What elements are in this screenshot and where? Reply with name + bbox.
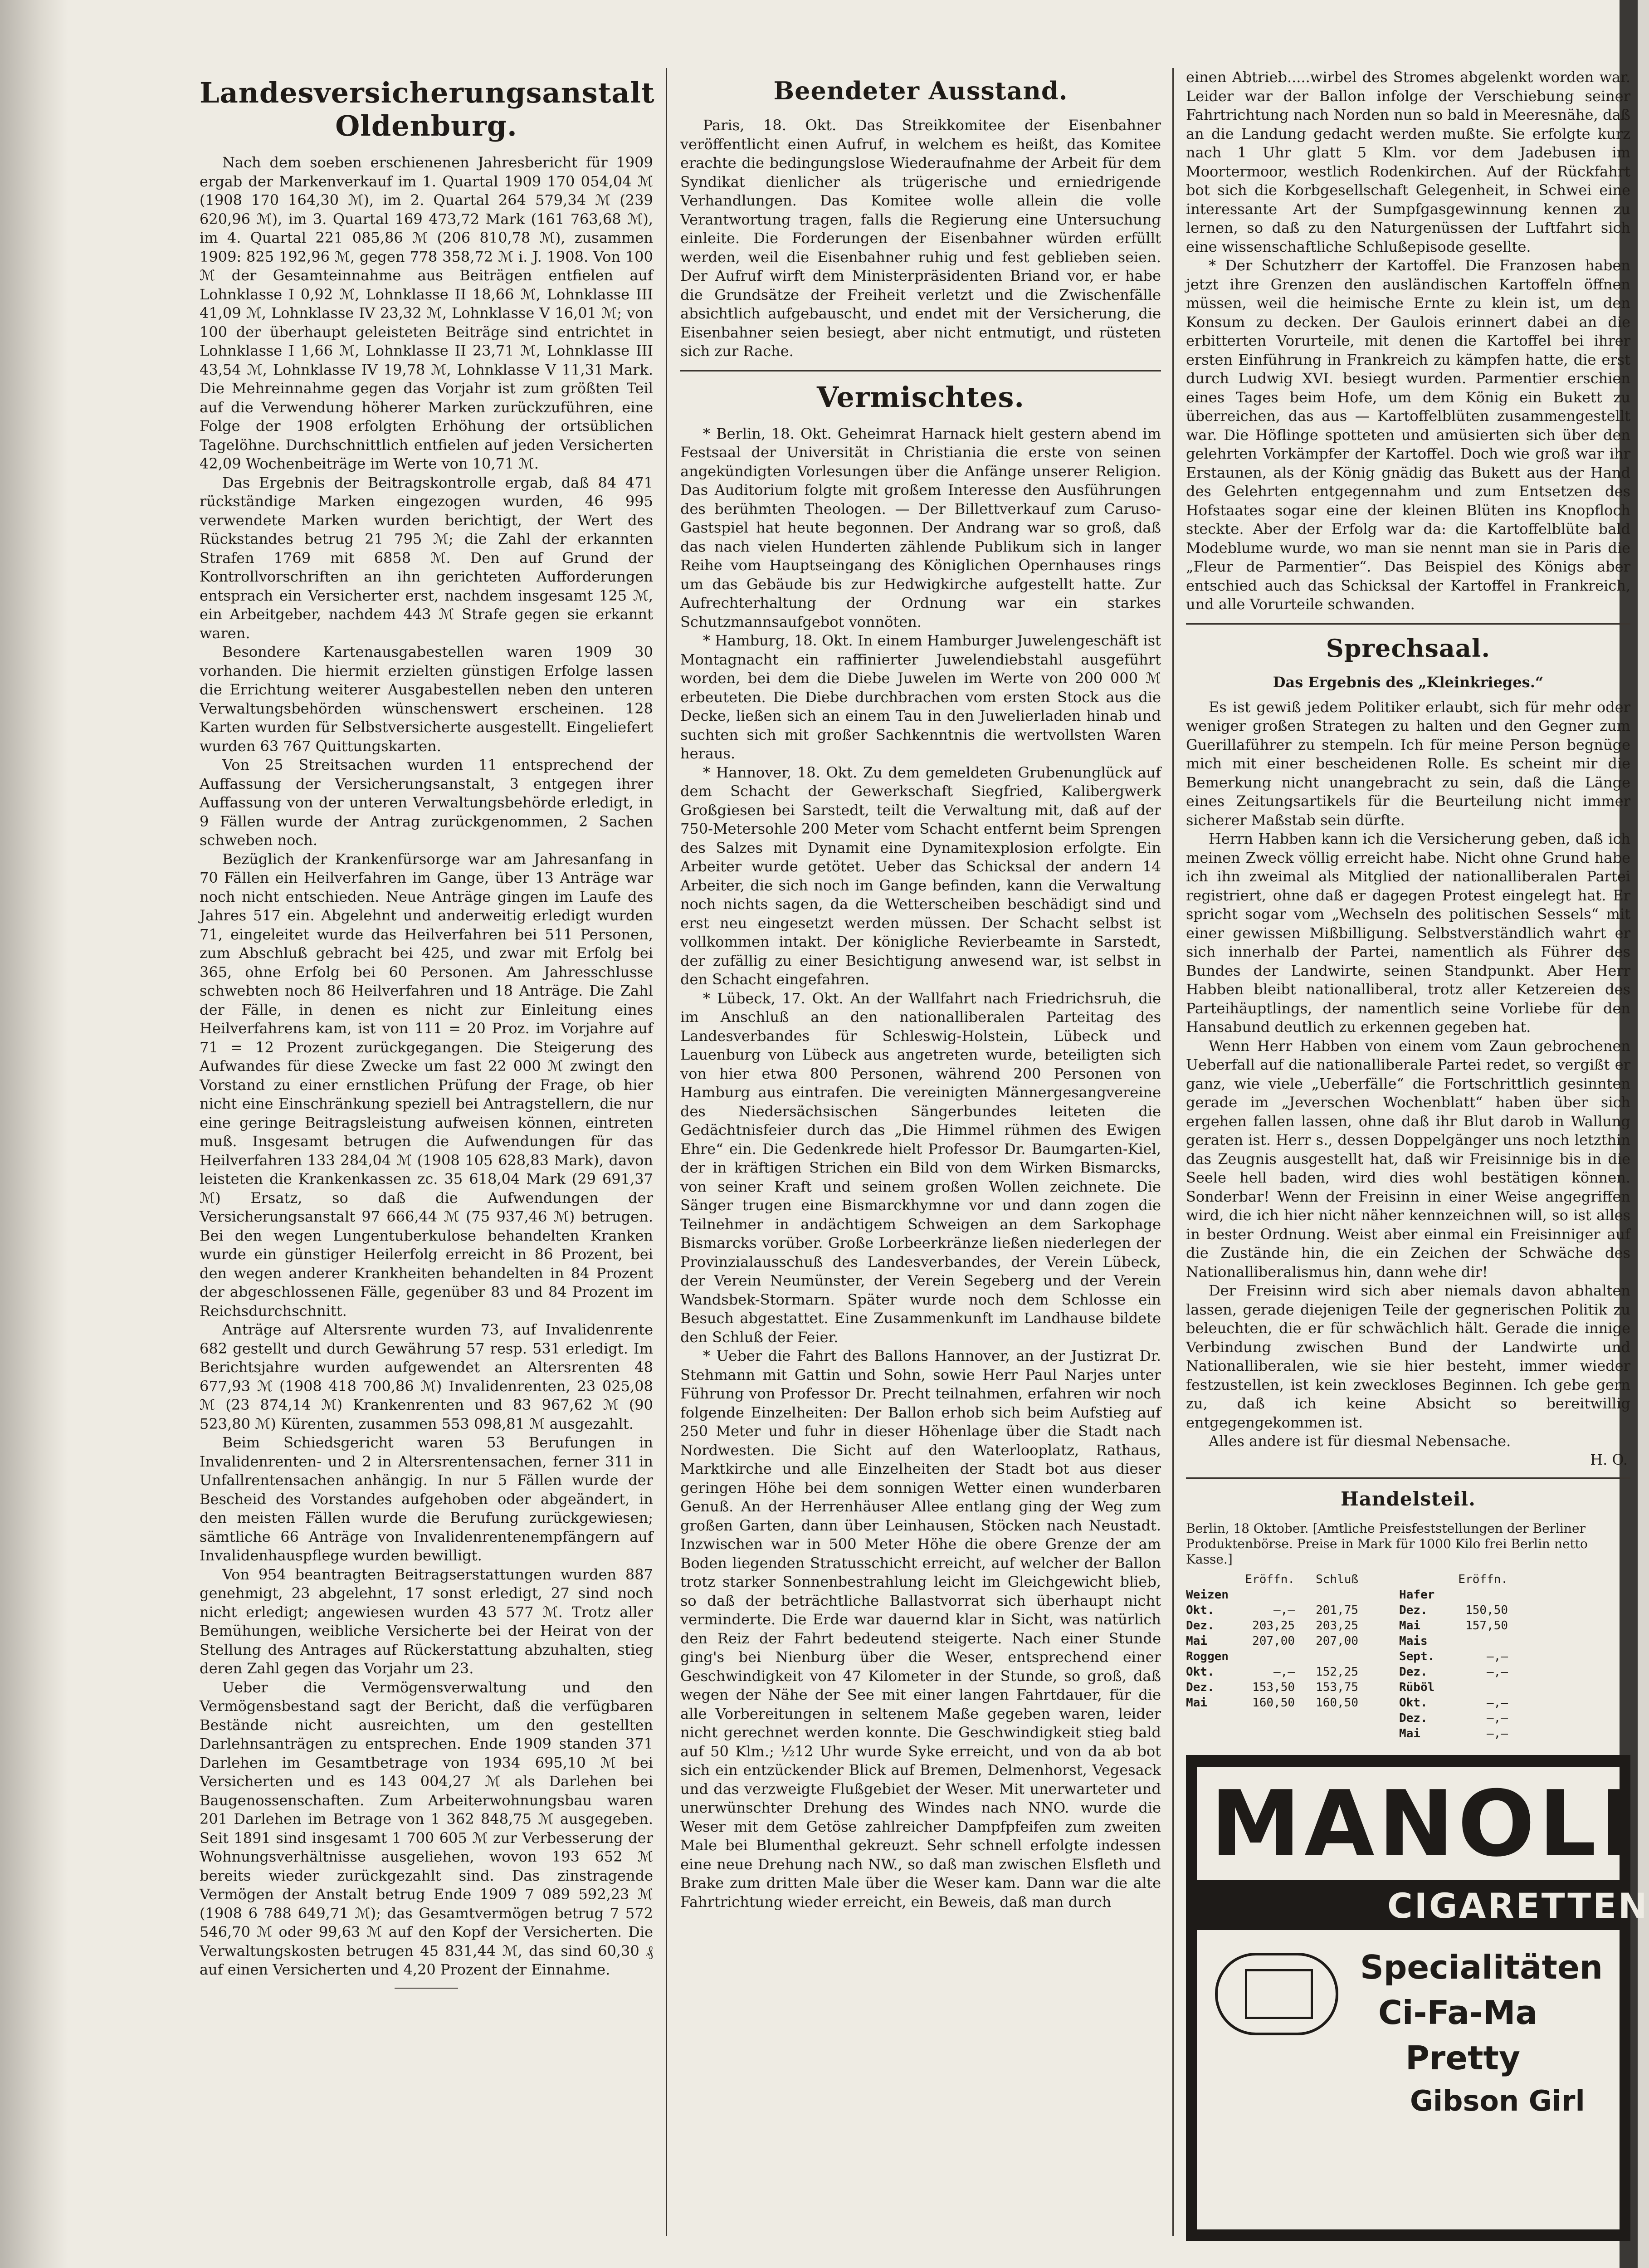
- news-item: * Ueber die Fahrt des Ballons Hannover, an der Justizrat Dr. Stehmann mit Gattin und Sohn, sowie Herr Paul Narjes unter Führung von Professor Dr. Precht teilnahmen, erfahren wir noch folgende Einzelheiten: Der Ballon erhob sich beim Aufstieg auf 250 Meter und fuhr in dieser Höhenlage über die Stadt nach Nordwesten. Die Sicht auf den Waterlooplatz, Rathaus, Marktkirche und alle Einzelheiten der Stadt bot aus dieser geringen Höhe bei dem sonnigen Wetter einen wunderbaren Genuß. An der Herrenhäuser Allee entlang ging der Weg zum großen Garten, dann über Leinhausen, Stöcken nach Neustadt. Inzwischen war in 500 Meter Höhe die obere Grenze der am Boden liegenden Stratusschicht erreicht, auf welcher der Ballon trotz starker Sonnenbestrahlung leicht im Gleichgewicht blieb, so daß der beträchtliche Ballastvorrat sich überhaupt nicht verminderte. Die Erde war dauernd klar in Sicht, was natürlich den Reiz der Fahrt bedeutend steigerte. Nach einer Stunde ging's bei Nienburg über die Weser, entsprechend einer Geschwindigkeit von 47 Kilometer in der Stunde, so groß, daß wegen der Nähe der See mit einer langen Fahrtdauer, für die alle Vorbereitungen in seltenem Maße gegeben waren, leider nicht gerechnet werden konnte. Die Geschwindigkeit stieg bald auf 50 Klm.; ½12 Uhr wurde Syke erreicht, und von da ab bot sich ein entzückender Blick auf Bremen, Delmenhorst, Vegesack und das verzweigte Flußgebiet der Weser. Mit unerwarteter und unerwünschter Drehung des Windes nach NNO. wurde die Weser mit dem Getöse zahlreicher Dampfpfeifen zum zweiten Male bei Blumenthal gekreuzt. Sehr schnell erfolgte indessen eine neue Drehung nach NW., so daß man zwischen Elsfleth und Brake zum dritten Male über die Weser kam. Dann war die alte Fahrtrichtung wieder erreicht, ein Beweis, daß man durch: [680, 1347, 1161, 1911]
- market-row: [1399, 1587, 1612, 1603]
- market-close: 152,25: [1316, 1665, 1358, 1679]
- ad-panel: [1197, 1767, 1649, 2229]
- market-close: [1295, 1649, 1358, 1664]
- market-open: —,—: [1487, 1726, 1508, 1740]
- paragraph: Ueber die Vermögensverwaltung und den Vermögensbestand sagt der Bericht, daß die verfügbaren Bestände nicht ausreichten, um den gestellten Darlehnsanträgen zu entsprechen. Ende 1909 standen 371 Darlehen im Gesamtbetrage von 1934 695,10 ℳ bei Versicherten und es 143 004,27 ℳ als Darlehen bei Baugenossenschaften. Zum Arbeiterwohnungsbau waren 201 Darlehen im Betrage von 1 362 848,75 ℳ ausgegeben. Seit 1891 sind insgesamt 1 700 605 ℳ zur Verbesserung der Wohnungsverhältnisse ausgeliehen, wovon 193 652 ℳ bereits wieder zurückgezahlt sind. Das zinstragende Vermögen der Anstalt betrug Ende 1909 7 089 592,23 ℳ (1908 6 788 649,71 ℳ); das Gesamtvermögen betrug 7 572 546,70 ℳ oder 99,63 ℳ auf den Kopf der Versicherten. Die Verwaltungskosten betrugen 45 831,44 ℳ, das sind 60,30 ₰ auf einen Versicherten und 4,20 Prozent der Einnahme.: [200, 1678, 653, 1978]
- section-title-misc: Vermischtes.: [817, 380, 1025, 414]
- market-close: 207,00: [1316, 1634, 1358, 1648]
- market-row: [1399, 1664, 1612, 1680]
- market-row: [1399, 1680, 1612, 1695]
- market-label: Dez.: [1186, 1618, 1215, 1633]
- ad-logo-box: [1245, 1969, 1313, 2019]
- market-row: [1186, 1618, 1399, 1633]
- market-label: Mai: [1186, 1634, 1207, 1648]
- section-rule: [1186, 623, 1630, 625]
- market-label: Weizen: [1186, 1588, 1229, 1602]
- market-open: 157,50: [1465, 1618, 1508, 1633]
- market-close: 153,75: [1316, 1680, 1358, 1694]
- market-row: [1186, 1587, 1399, 1603]
- market-open: [1454, 1680, 1508, 1695]
- market-open: —,—: [1487, 1649, 1508, 1663]
- paragraph: Besondere Kartenausgabestellen waren 1909 30 vorhanden. Die hiermit erzielten günstigen Erfolge lassen die Errichtung weiterer Ausgabestellen neben den unteren Verwaltungsbehörden wünschenswert erscheinen. 128 Karten wurden für Selbstversicherte ausgestellt. Eingeliefert wurden 63 767 Quittungskarten.: [200, 643, 653, 755]
- news-item: * Hamburg, 18. Okt. In einem Hamburger Juwelengeschäft ist Montagnacht ein raffinierter Juwelendiebstahl ausgeführt worden, bei dem die Diebe Juwelen im Werte von 200 000 ℳ erbeuteten. Die Diebe durchbrachen vom ersten Stock aus die Decke, ließen sich an einem Tau in den Juwelierladen hinab und suchten sich mit großer Sachkenntnis die wertvollsten Waren heraus.: [680, 632, 1161, 762]
- paragraph: Das Ergebnis der Beitragskontrolle ergab, daß 84 471 rückständige Marken eingezogen wurden, 46 995 verwendete Marken wurden berichtigt, der Wert des Rückstandes betrug 21 795 ℳ; die Zahl der erkannten Strafen 1769 mit 6858 ℳ. Den auf Grund der Kontrollvorschriften an ihn gerichteten Aufforderungen entsprach ein Versicherter erst, nachdem insgesamt 125 ℳ, ein Arbeitgeber, nachdem 443 ℳ Strafe gegen sie erkannt waren.: [200, 474, 653, 642]
- ad-line-4: Gibson Girl: [1410, 2084, 1585, 2117]
- market-row: [1186, 1680, 1399, 1695]
- market-table-right: [1399, 1572, 1612, 1741]
- paragraph: Anträge auf Altersrente wurden 73, auf Invalidenrente 682 gestellt und durch Gewährung 57 resp. 531 erledigt. Im Berichtsjahre wurden aufgewendet an Altersrenten 48 677,93 ℳ (1908 418 700,86 ℳ) Invalidenrenten, 23 025,08 ℳ (23 874,14 ℳ) Krankenrenten und 83 967,62 ℳ (90 523,80 ℳ) Kürenten, zusammen 553 098,81 ℳ ausgezahlt.: [200, 1321, 653, 1432]
- column-3: [1186, 68, 1649, 2241]
- sprechsaal-subtitle: Das Ergebnis des „Kleinkrieges.“: [1273, 673, 1544, 691]
- market-label: Sept.: [1399, 1649, 1435, 1663]
- potato-article: * Der Schutzherr der Kartoffel. Die Franzosen haben jetzt ihre Grenzen den ausländischen Kartoffeln öffnen müssen, weil die heimische Ernte zu klein ist, um den Konsum zu decken. Der Gaulois erinnert dabei an die erbitterten Vorurteile, mit denen die Kartoffel bei ihrer ersten Einführung in Frankreich zu kämpfen hatte, die erst durch Ludwig XVI. besiegt wurden. Parmentier erschien eines Tages beim Hofe, um dem König ein Bukett zu überreichen, das aus — Kartoffelblüten zusammengestellt war. Die Höflinge spotteten und amüsierten sich über den gelehrten Vorkämpfer der Kartoffel. Doch wie groß war ihr Erstaunen, als der König gnädig das Bukett aus der Hand des Gelehrten entgegennahm und zum Entsetzen des Hofstaates sogar eine der kleinen Blüten ins Knopfloch steckte. Aber der Erfolg war da: die Kartoffelblüte bald Modeblume wurde, wo man sie nennt man sie in Paris die „Fleur de Parmentier“. Das Beispiel des Königs aber entschied auch das Schicksal der Kartoffel in Frankreich, und alle Vorurteile schwanden.: [1186, 257, 1630, 613]
- column-1: [200, 68, 653, 1997]
- market-open: —,—: [1273, 1603, 1295, 1617]
- market-label: Dez.: [1186, 1680, 1215, 1694]
- news-item: * Lübeck, 17. Okt. An der Wallfahrt nach Friedrichsruh, die im Anschluß an den nationalliberalen Parteitag des Landesverbandes für Schleswig-Holstein, Lübeck und Lauenburg von Lübeck aus angetreten wurde, beteiligten sich von hier etwa 800 Personen, während 200 Personen von Hamburg aus eintrafen. Die vereinigten Männergesangvereine des Niedersächsischen Sängerbundes leiteten die Gedächtnisfeier durch das „Die Himmel rühmen des Ewigen Ehre“ ein. Die Gedenkrede hielt Professor Dr. Baumgarten-Kiel, der in kräftigen Strichen ein Bild von dem Wirken Bismarcks, von seiner Kraft und seinem großen Wollen zeichnete. Die Sänger trugen eine Bismarckhymne vor und dann zogen die Teilnehmer in andächtigem Schweigen an dem Sarkophage Bismarcks vorüber. Große Lorbeerkränze ließen niederlegen der Provinzialausschuß des Landesverbandes, der Verein Lübeck, der Verein Neumünster, der Verein Segeberg und der Verein Wandsbek-Stormarn. Später wurde noch dem Schlosse ein Besuch abgestattet. Eine Zusammenkunft im Landhause bildete den Schluß der Feier.: [680, 989, 1161, 1346]
- advertisement-manoli: [1186, 1755, 1649, 2241]
- ad-line-1: Specialitäten: [1360, 1948, 1603, 1986]
- market-open: 203,25: [1252, 1618, 1295, 1633]
- market-label: Okt.: [1186, 1603, 1215, 1617]
- market-close: 201,75: [1316, 1603, 1358, 1617]
- market-label: Dez.: [1399, 1603, 1428, 1617]
- paragraph: Bezüglich der Krankenfürsorge war am Jahresanfang in 70 Fällen ein Heilverfahren im Gange, über 13 Anträge war noch nicht entschieden. Neue Anträge gingen im Laufe des Jahres 517 ein. Abgelehnt und anderweitig erledigt wurden 71, eingeleitet wurde das Heilverfahren bei 511 Personen, zum Abschluß gebracht bei 425, und zwar mit Erfolg bei 365, ohne Erfolg bei 60 Personen. Am Jahresschlusse schwebten noch 86 Heilverfahren und 18 Anträge. Die Zahl der Fälle, in denen es nicht zur Einleitung eines Heilverfahrens kam, ist von 111 = 20 Proz. im Vorjahre auf 71 = 12 Prozent zurückgegangen. Die Steigerung des Aufwandes für diese Zwecke um fast 22 000 ℳ zwingt den Vorstand zu einer ernstlichen Prüfung der Frage, ob hier nicht eine Einschränkung speziell bei Antragstellern, die nur eine geringe Beitragsleistung aufweisen können, eintreten muß. Insgesamt betrugen die Aufwendungen für das Heilverfahren 133 284,04 ℳ (1908 105 628,83 Mark), davon leisteten die Krankenkassen zc. 35 618,04 Mark (29 691,37 ℳ) Ersatz, so daß die Aufwendungen der Versicherungsanstalt 97 666,44 ℳ (75 937,46 ℳ) betrugen. Bei den wegen Lungentuberkulose behandelten Kranken wurde ein günstiger Heilerfolg erreicht in 86 Prozent, bei den wegen anderer Krankheiten behandelten in 84 Prozent der abgeschlossenen Fälle, gegenüber 83 und 84 Prozent im Reichsdurchschnitt.: [200, 850, 653, 1320]
- market-row: [1186, 1695, 1399, 1711]
- market-label: Rüböl: [1399, 1680, 1435, 1694]
- market-open: [1454, 1587, 1508, 1603]
- paragraph: Von 954 beantragten Beitragserstattungen wurden 887 genehmigt, 23 abgelehnt, 17 sonst erledigt, 27 sind noch nicht erledigt; angewiesen wurden 43 577 ℳ. Trotz aller Bemühungen, weibliche Versicherte bei der Heirat von der Stellung des Antrages auf Rückerstattung abzuhalten, stieg deren Zahl gegen das Vorjahr um 23.: [200, 1565, 653, 1677]
- market-open: 160,50: [1252, 1696, 1295, 1710]
- market-label: Mai: [1186, 1696, 1207, 1710]
- section-title-sprechsaal: Sprechsaal.: [1326, 633, 1491, 663]
- article-body-oldenburg: [200, 153, 653, 1980]
- paragraph: Alles andere ist für diesmal Nebensache.: [1209, 1432, 1511, 1450]
- sprechsaal-signature: H. O.: [1590, 1451, 1628, 1468]
- market-label: Dez.: [1399, 1665, 1428, 1679]
- section-title-handel: Handelsteil.: [1341, 1487, 1476, 1510]
- paragraph: Der Freisinn wird sich aber niemals davon abhalten lassen, gerade diejenigen Teile der gegnerischen Politik zu beleuchten, die er für schwächlich hält. Gerade die innige Verbindung zwischen Bund der Landwirte und Nationalliberalen, wie sie hier besteht, immer wieder festzustellen, ist kein zweckloses Beginnen. Ich gebe gern zu, daß ich keine Absicht so bereitwillig entgegengekommen ist.: [1186, 1282, 1630, 1431]
- market-col-headers: [1399, 1572, 1612, 1587]
- article-title-strike: Beendeter Ausstand.: [773, 76, 1068, 105]
- market-label: Mais: [1399, 1634, 1428, 1648]
- market-open: —,—: [1487, 1665, 1508, 1679]
- market-row: [1399, 1618, 1612, 1633]
- market-label: Okt.: [1186, 1665, 1215, 1679]
- news-item: * Hannover, 18. Okt. Zu dem gemeldeten Grubenunglück auf dem Schacht der Gewerkschaft Siegfried, Kalibergwerk Großgiesen bei Sarstedt, teilt die Verwaltung mit, daß auf der 750-Metersohle 200 Meter vom Schacht entfernt beim Sprengen des Salzes mit Dynamit eine Dynamitexplosion erfolgte. Ein Arbeiter wurde getötet. Ueber das Schicksal der andern 14 Arbeiter, die sich noch im Gange befinden, kann die Verwaltung noch nichts sagen, da die Wetterscheiben beschädigt sind und erst neu eingesetzt werden müssen. Der Schacht selbst ist vollkommen intakt. Der königliche Revierbeamte in Sarstedt, der zufällig zu einer Besichtigung anwesend war, ist selbst in den Schacht eingefahren.: [680, 763, 1161, 988]
- ad-logo-icon: [1215, 1953, 1338, 2035]
- paragraph: Nach dem soeben erschienenen Jahresbericht für 1909 ergab der Markenverkauf im 1. Quartal 1909 170 054,04 ℳ (1908 170 164,30 ℳ), im 2. Quartal 264 579,34 ℳ (239 620,96 ℳ), im 3. Quartal 169 473,72 Mark (161 763,68 ℳ), im 4. Quartal 221 085,86 ℳ (206 810,78 ℳ), zusammen 1909: 825 192,96 ℳ, gegen 778 358,72 ℳ i. J. 1908. Von 100 ℳ der Gesamteinnahme aus Beiträgen entfielen auf Lohnklasse I 0,92 ℳ, Lohnklasse II 18,66 ℳ, Lohnklasse III 41,09 ℳ, Lohnklasse IV 23,32 ℳ, Lohnklasse V 16,01 ℳ; von 100 der überhaupt geleisteten Beiträge sind entrichtet in Lohnklasse I 1,66 ℳ, Lohnklasse II 23,71 ℳ, Lohnklasse III 43,54 ℳ, Lohnklasse IV 19,78 ℳ, Lohnklasse V 11,31 Mark. Die Mehreinnahme gegen das Vorjahr ist zum größten Teil auf die Verwendung höherer Marken zurückzuführen, eine Folge der 1908 erfolgten Erhöhung der ortsüblichen Tagelöhne. Durchschnittlich entfielen auf jeden Versicherten 42,09 Wochenbeiträge im Werte von 10,71 ℳ.: [200, 154, 653, 472]
- article-body-strike: [680, 116, 1161, 361]
- market-close: 160,50: [1316, 1696, 1358, 1710]
- market-row: [1399, 1633, 1612, 1649]
- col-close-label: Schluß: [1316, 1572, 1358, 1586]
- section-rule: [1186, 1477, 1630, 1479]
- market-open: —,—: [1487, 1711, 1508, 1725]
- market-open: 153,50: [1252, 1680, 1295, 1694]
- ad-product: CIGARETTEN: [1387, 1885, 1649, 1926]
- market-col-headers: [1186, 1572, 1399, 1587]
- market-label: Hafer: [1399, 1588, 1435, 1602]
- ad-line-2: Ci-Fa-Ma: [1378, 1993, 1538, 2032]
- market-open: [1454, 1633, 1508, 1649]
- market-label: Okt.: [1399, 1696, 1428, 1710]
- section-rule: [680, 370, 1161, 371]
- section-body-misc: [680, 425, 1161, 1912]
- market-label: Dez.: [1399, 1711, 1428, 1725]
- market-open: —,—: [1487, 1696, 1508, 1710]
- market-open: —,—: [1273, 1665, 1295, 1679]
- sprechsaal-body: [1186, 698, 1630, 1451]
- news-item: * Berlin, 18. Okt. Geheimrat Harnack hielt gestern abend im Festsaal der Universität in Christiania die erste von seinen angekündigten Vorlesungen über die Anfänge unserer Religion. Das Auditorium folgte mit großem Interesse den Ausführungen des berühmten Theologen. — Der Billettverkauf zum Caruso-Gastspiel hat heute begonnen. Der Andrang war so groß, daß das nach vielen Hunderten zählende Publikum sich in langer Reihe vom Hauptseingang des Königlichen Opernhauses rings um das Gebäude bis zur Hedwigkirche aufgestellt hatte. Zur Aufrechterhaltung der Ordnung war ein starkes Schutzmannsaufgebot vonnöten.: [680, 425, 1161, 631]
- balloon-continuation: einen Abtrieb.....wirbel des Stromes abgelenkt worden war. Leider war der Ballon infolge der Verschiebung seiner Fahrtrichtung nach Norden nun so bald in Meeresnähe, daß an die Landung gedacht werden mußte. Sie erfolgte kurz nach 1 Uhr glatt 5 Klm. vor dem Jadebusen im Moortermoor, westlich Rodenkirchen. Auf der Rückfahrt bot sich die Korbgesellschaft Gelegenheit, in Schwei eine interessante Art der Sumpfgasgewinnung kennen zu lernen, so daß zu den Naturgenüssen der Luftfahrt sich eine wissenschaftliche Schlußepisode gesellte.: [1186, 68, 1630, 255]
- market-row: [1186, 1603, 1399, 1618]
- market-row: [1399, 1711, 1612, 1726]
- market-open: 150,50: [1465, 1603, 1508, 1617]
- market-open: [1240, 1649, 1295, 1664]
- paragraph: Beim Schiedsgericht waren 53 Berufungen in Invalidenrenten- und 2 in Altersrentensachen, ferner 311 in Unfallrentensachen anhängig. In nur 5 Fällen wurde der Bescheid des Vorstandes aufgehoben oder abgeändert, in den meisten Fällen wurde die Berufung zurückgewiesen; sämtliche 66 Anträge von Invalidenrentenempfängern auf Invalidenhauspflege wurden bewilligt.: [200, 1434, 653, 1564]
- column-rule: [1172, 68, 1174, 2236]
- market-close: [1295, 1587, 1358, 1603]
- col-open-label: Eröffn.: [1245, 1572, 1295, 1586]
- col-open-label: Eröffn.: [1458, 1572, 1508, 1586]
- market-label: Mai: [1399, 1726, 1420, 1740]
- market-row: [1186, 1649, 1399, 1664]
- market-row: [1399, 1695, 1612, 1711]
- end-rule: [395, 1988, 458, 1989]
- market-header: Berlin, 18 Oktober. [Amtliche Preisfeststellungen der Berliner Produktenbörse. Preise in Mark für 1000 Kilo frei Berlin netto Kasse.]: [1186, 1520, 1588, 1567]
- market-table: [1186, 1572, 1630, 1741]
- article-title-oldenburg: Landesversicherungsanstalt Oldenburg.: [200, 76, 655, 142]
- ad-line-3: Pretty: [1405, 2038, 1520, 2077]
- market-row: [1186, 1633, 1399, 1649]
- paragraph: Wenn Herr Habben von einem vom Zaun gebrochenen Ueberfall auf die nationalliberale Partei redet, so vergißt er ganz, wie viele „Ueberfälle“ die Fortschrittlich gesinnten gerade im „Jeverschen Wochenblatt“ haben über sich ergehen fallen lassen, ohne daß ihr Blut darob in Wallung geraten ist. Herr s., dessen Doppelgänger uns noch letzthin das Zeugnis ausgestellt hat, daß wir Freisinnige bis in die Seele hell baden, wird dies wohl bestätigen können. Sonderbar! Wenn der Freisinn in einer Weise angegriffen wird, die ich hier nicht näher kennzeichnen will, so ist alles in bester Ordnung. Weist aber einmal ein Freisinniger auf die Zustände hin, die ein Zeichen der Schwäche des Nationalliberalismus hin, dann wehe dir!: [1186, 1037, 1630, 1281]
- market-label: Mai: [1399, 1618, 1420, 1633]
- market-row: [1186, 1664, 1399, 1680]
- market-row: [1399, 1726, 1612, 1741]
- paragraph: Von 25 Streitsachen wurden 11 entsprechend der Auffassung der Versicherungsanstalt, 3 entgegen ihrer Auffassung von der unteren Verwaltungsbehörde erledigt, in 9 Fällen wurde der Antrag zurückgenommen, 2 Sachen schweben noch.: [200, 756, 653, 849]
- paragraph: Es ist gewiß jedem Politiker erlaubt, sich für mehr oder weniger großen Strategen zu halten und den Gegner zum Guerillaführer zu stempeln. Ich für meine Person begnüge mich mit einer bescheidenen Rolle. Es scheint mir die Bemerkung nicht unangebracht zu sein, daß die Länge eines Zeitungsartikels für die Beurteilung nicht immer sicherer Maßstab sein dürfte.: [1186, 698, 1630, 829]
- column-rule: [666, 68, 667, 2236]
- market-table-left: [1186, 1572, 1399, 1741]
- market-open: [1240, 1587, 1295, 1603]
- paragraph: Herrn Habben kann ich die Versicherung geben, daß ich meinen Zweck völlig erreicht habe. Nicht ohne Grund habe ich ihn zweimal als Mitglied der nationalliberalen Partei registriert, ohne daß er dagegen Protest eingelegt hat. Er spricht sogar vom „Wechseln des politischen Sessels“ mit einer gewissen Mißbilligung. Selbstverständlich wahrt er sich innerhalb der Partei, namentlich als Führer des Bundes der Landwirte, seinen Standpunkt. Aber Herr Habben bleibt nationalliberal, trotz aller Ketzereien des Parteihäuptlings, der namentlich seine Vorliebe für den Hansabund deutlich zu erkennen gegeben hat.: [1186, 830, 1630, 1036]
- market-label: Roggen: [1186, 1649, 1229, 1663]
- ad-brand: MANOLI: [1210, 1771, 1638, 1877]
- column-2: [680, 68, 1161, 1911]
- market-row: [1399, 1649, 1612, 1664]
- page-binding: [0, 0, 68, 2268]
- market-close: 203,25: [1316, 1618, 1358, 1633]
- market-row: [1399, 1603, 1612, 1618]
- market-open: 207,00: [1252, 1634, 1295, 1648]
- paragraph: Paris, 18. Okt. Das Streikkomitee der Eisenbahner veröffentlicht einen Aufruf, in welchem es heißt, das Komitee erachte die bedingungslose Wiederaufnahme der Arbeit für dem Syndikat dienlicher als trügerische und erniedrigende Verhandlungen. Das Komitee wolle allein die volle Verantwortung tragen, falls die Regierung eine Untersuchung einleite. Die Forderungen der Eisenbahner würden erfüllt werden, weil die Eisenbahner ruhig und fest geblieben seien. Der Aufruf wirft dem Ministerpräsidenten Briand vor, er habe die Grundsätze der Freiheit verletzt und die Zwischenfälle absichtlich aufgebauscht, und endet mit der Versicherung, die Eisenbahner seien besiegt, aber nicht entmutigt, und rüsteten sich zur Rache.: [680, 117, 1161, 360]
